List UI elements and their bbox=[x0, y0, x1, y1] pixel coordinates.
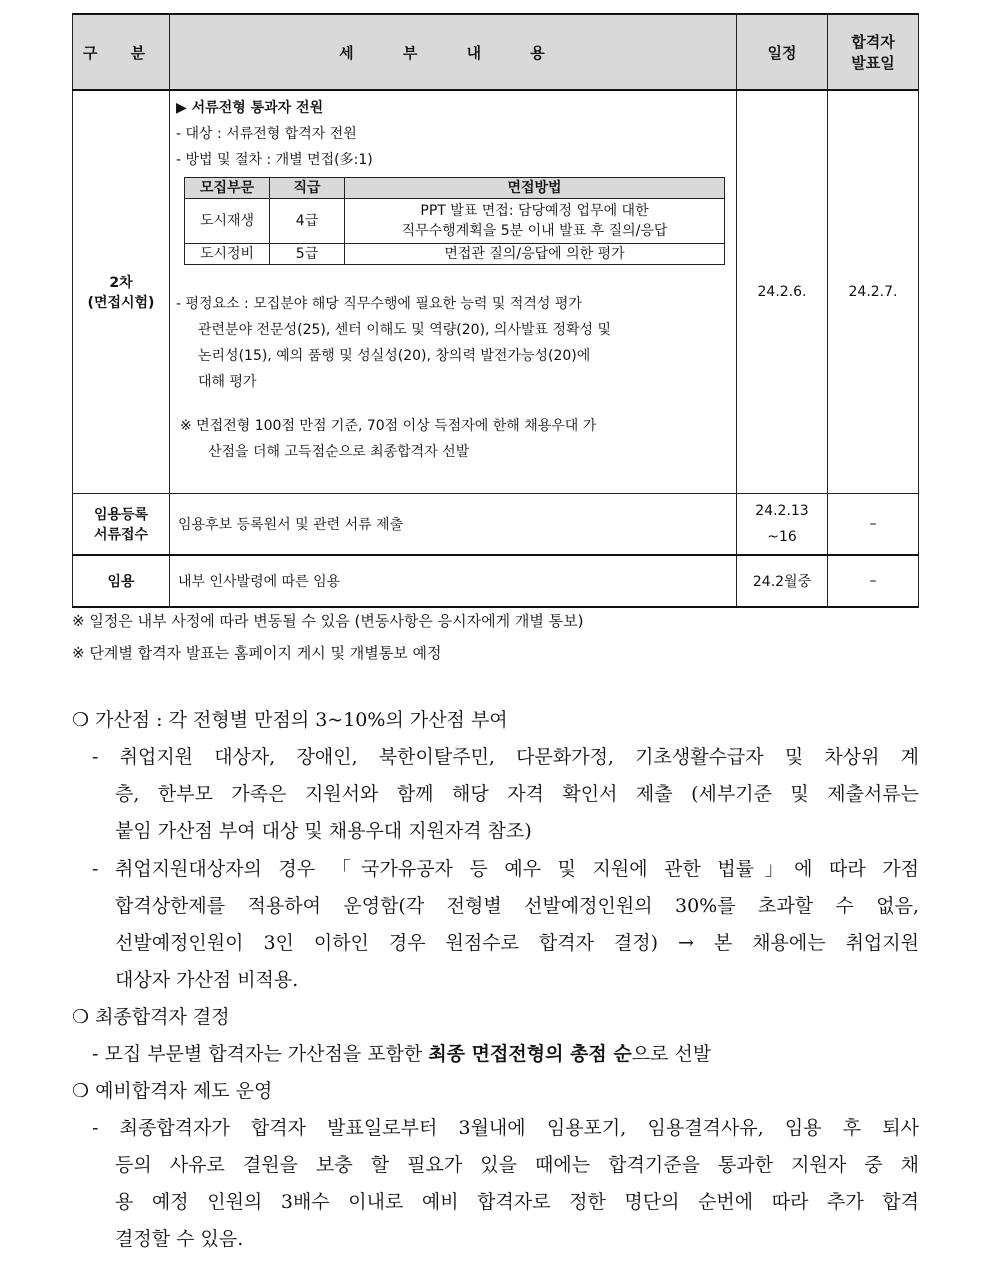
inner-method: 면접관 질의/응답에 의한 평가 bbox=[345, 244, 725, 265]
note-line: ※ 면접전형 100점 만점 기준, 70점 이상 득점자에 한해 채용우대 가 bbox=[180, 418, 597, 434]
bonus-item-line: - 취업지원대상자의 경우 「국가유공자 등 예우 및 지원에 관한 법률」에 따라 가점 bbox=[92, 858, 919, 880]
inner-dept: 도시정비 bbox=[185, 244, 270, 265]
reserve-heading: ❍ 예비합격자 제도 운영 bbox=[72, 1080, 273, 1102]
final-item-post: 으로 선발 bbox=[631, 1043, 712, 1065]
reserve-line: 결정할 수 있음. bbox=[115, 1228, 244, 1250]
note-line: 산점을 더해 고득점순으로 최종합격자 선발 bbox=[208, 444, 470, 460]
bonus-heading: ❍ 가산점 : 각 전형별 만점의 3~10%의 가산점 부여 bbox=[72, 709, 508, 731]
interview-method: - 방법 및 절차 : 개별 면접(多:1) bbox=[176, 152, 373, 168]
interview-title: ▶ 서류전형 통과자 전원 bbox=[176, 100, 324, 116]
eval-line: 관련분야 전문성(25), 센터 이해도 및 역량(20), 의사발표 정확성 및 bbox=[198, 322, 612, 338]
header-announce-line2: 발표일 bbox=[851, 54, 895, 72]
inner-grade: 4급 bbox=[270, 199, 345, 244]
appointment-row bbox=[73, 555, 919, 607]
inner-method-line2: 직무수행계획을 5분 이내 발표 후 질의/응답 bbox=[401, 223, 668, 239]
interview-row bbox=[73, 90, 919, 494]
header-category: 구 분 bbox=[73, 14, 170, 90]
interview-detail bbox=[170, 90, 737, 494]
registration-announce: – bbox=[828, 494, 919, 556]
interview-category bbox=[73, 90, 170, 494]
appointment-detail: 내부 인사발령에 따른 임용 bbox=[170, 555, 737, 607]
inner-method-line1: PPT 발표 면접: 담당예정 업무에 대한 bbox=[420, 203, 649, 219]
reserve-line: 용 예정 인원의 3배수 이내로 예비 합격자로 정한 명단의 순번에 따라 추가 합격 bbox=[115, 1191, 919, 1213]
reserve-line: - 최종합격자가 합격자 발표일로부터 3월내에 임용포기, 임용결격사유, 임용 후 퇴사 bbox=[92, 1117, 919, 1139]
header-announce bbox=[828, 14, 919, 90]
appointment-announce: – bbox=[828, 555, 919, 607]
eval-line: 대해 평가 bbox=[198, 374, 257, 390]
schedule-table bbox=[72, 13, 919, 608]
header-detail: 세 부 내 용 bbox=[170, 14, 737, 90]
inner-header-method: 면접방법 bbox=[345, 178, 725, 199]
inner-header-dept: 모집부문 bbox=[185, 178, 270, 199]
eval-line: - 평정요소 : 모집분야 해당 직무수행에 필요한 능력 및 적격성 평가 bbox=[176, 296, 582, 312]
registration-schedule-line2: ~16 bbox=[767, 529, 797, 545]
final-item-pre: - 모집 부문별 합격자는 가산점을 포함한 bbox=[92, 1043, 429, 1065]
interview-method-table bbox=[184, 177, 725, 265]
inner-header-grade: 직급 bbox=[270, 178, 345, 199]
footnote: ※ 일정은 내부 사정에 따라 변동될 수 있음 (변동사항은 응시자에게 개별 통보) bbox=[72, 612, 584, 630]
bonus-item-line: 대상자 가산점 비적용. bbox=[115, 969, 299, 991]
bonus-item-line: 합격상한제를 적용하여 운영함(각 전형별 선발예정인원의 30%를 초과할 수 없음, bbox=[115, 895, 919, 917]
registration-detail: 임용후보 등록원서 및 관련 서류 제출 bbox=[170, 494, 737, 556]
appointment-schedule: 24.2월중 bbox=[737, 555, 828, 607]
registration-category-line1: 임용등록 bbox=[93, 507, 149, 523]
final-item-bold: 최종 면접전형의 총점 순 bbox=[428, 1043, 632, 1065]
final-item bbox=[92, 1041, 711, 1067]
header-schedule: 일정 bbox=[737, 14, 828, 90]
inner-dept: 도시재생 bbox=[185, 199, 270, 244]
inner-method bbox=[345, 199, 725, 244]
eval-line: 논리성(15), 예의 품행 및 성실성(20), 창의력 발전가능성(20)에 bbox=[198, 348, 591, 364]
table-header-row bbox=[73, 14, 919, 90]
interview-category-line2: (면접시험) bbox=[87, 295, 155, 311]
bonus-item-line: 층, 한부모 가족은 지원서와 함께 해당 자격 확인서 제출 (세부기준 및 제출서류는 bbox=[115, 783, 919, 805]
registration-row bbox=[73, 494, 919, 556]
registration-schedule bbox=[737, 494, 828, 556]
inner-row bbox=[185, 199, 725, 244]
footnote: ※ 단계별 합격자 발표는 홈페이지 게시 및 개별통보 예정 bbox=[72, 644, 442, 662]
appointment-category: 임용 bbox=[73, 555, 170, 607]
interview-announce: 24.2.7. bbox=[828, 90, 919, 494]
registration-category bbox=[73, 494, 170, 556]
header-announce-line1: 합격자 bbox=[851, 33, 895, 51]
interview-category-line1: 2차 bbox=[109, 275, 133, 291]
registration-category-line2: 서류접수 bbox=[93, 527, 149, 543]
bonus-item-line: 붙임 가산점 부여 대상 및 채용우대 지원자격 참조) bbox=[115, 820, 532, 842]
interview-target: - 대상 : 서류전형 합격자 전원 bbox=[176, 126, 357, 142]
reserve-line: 등의 사유로 결원을 보충 할 필요가 있을 때에는 합격기준을 통과한 지원자 중 채 bbox=[115, 1154, 919, 1176]
bonus-item-line: - 취업지원 대상자, 장애인, 북한이탈주민, 다문화가정, 기초생활수급자 및 차상위 계 bbox=[92, 746, 919, 768]
bonus-item-line: 선발예정인원이 3인 이하인 경우 원점수로 합격자 결정) → 본 채용에는 취업지원 bbox=[115, 932, 919, 954]
inner-grade: 5급 bbox=[270, 244, 345, 265]
interview-schedule: 24.2.6. bbox=[737, 90, 828, 494]
inner-row bbox=[185, 244, 725, 265]
registration-schedule-line1: 24.2.13 bbox=[755, 503, 809, 519]
final-heading: ❍ 최종합격자 결정 bbox=[72, 1006, 230, 1028]
